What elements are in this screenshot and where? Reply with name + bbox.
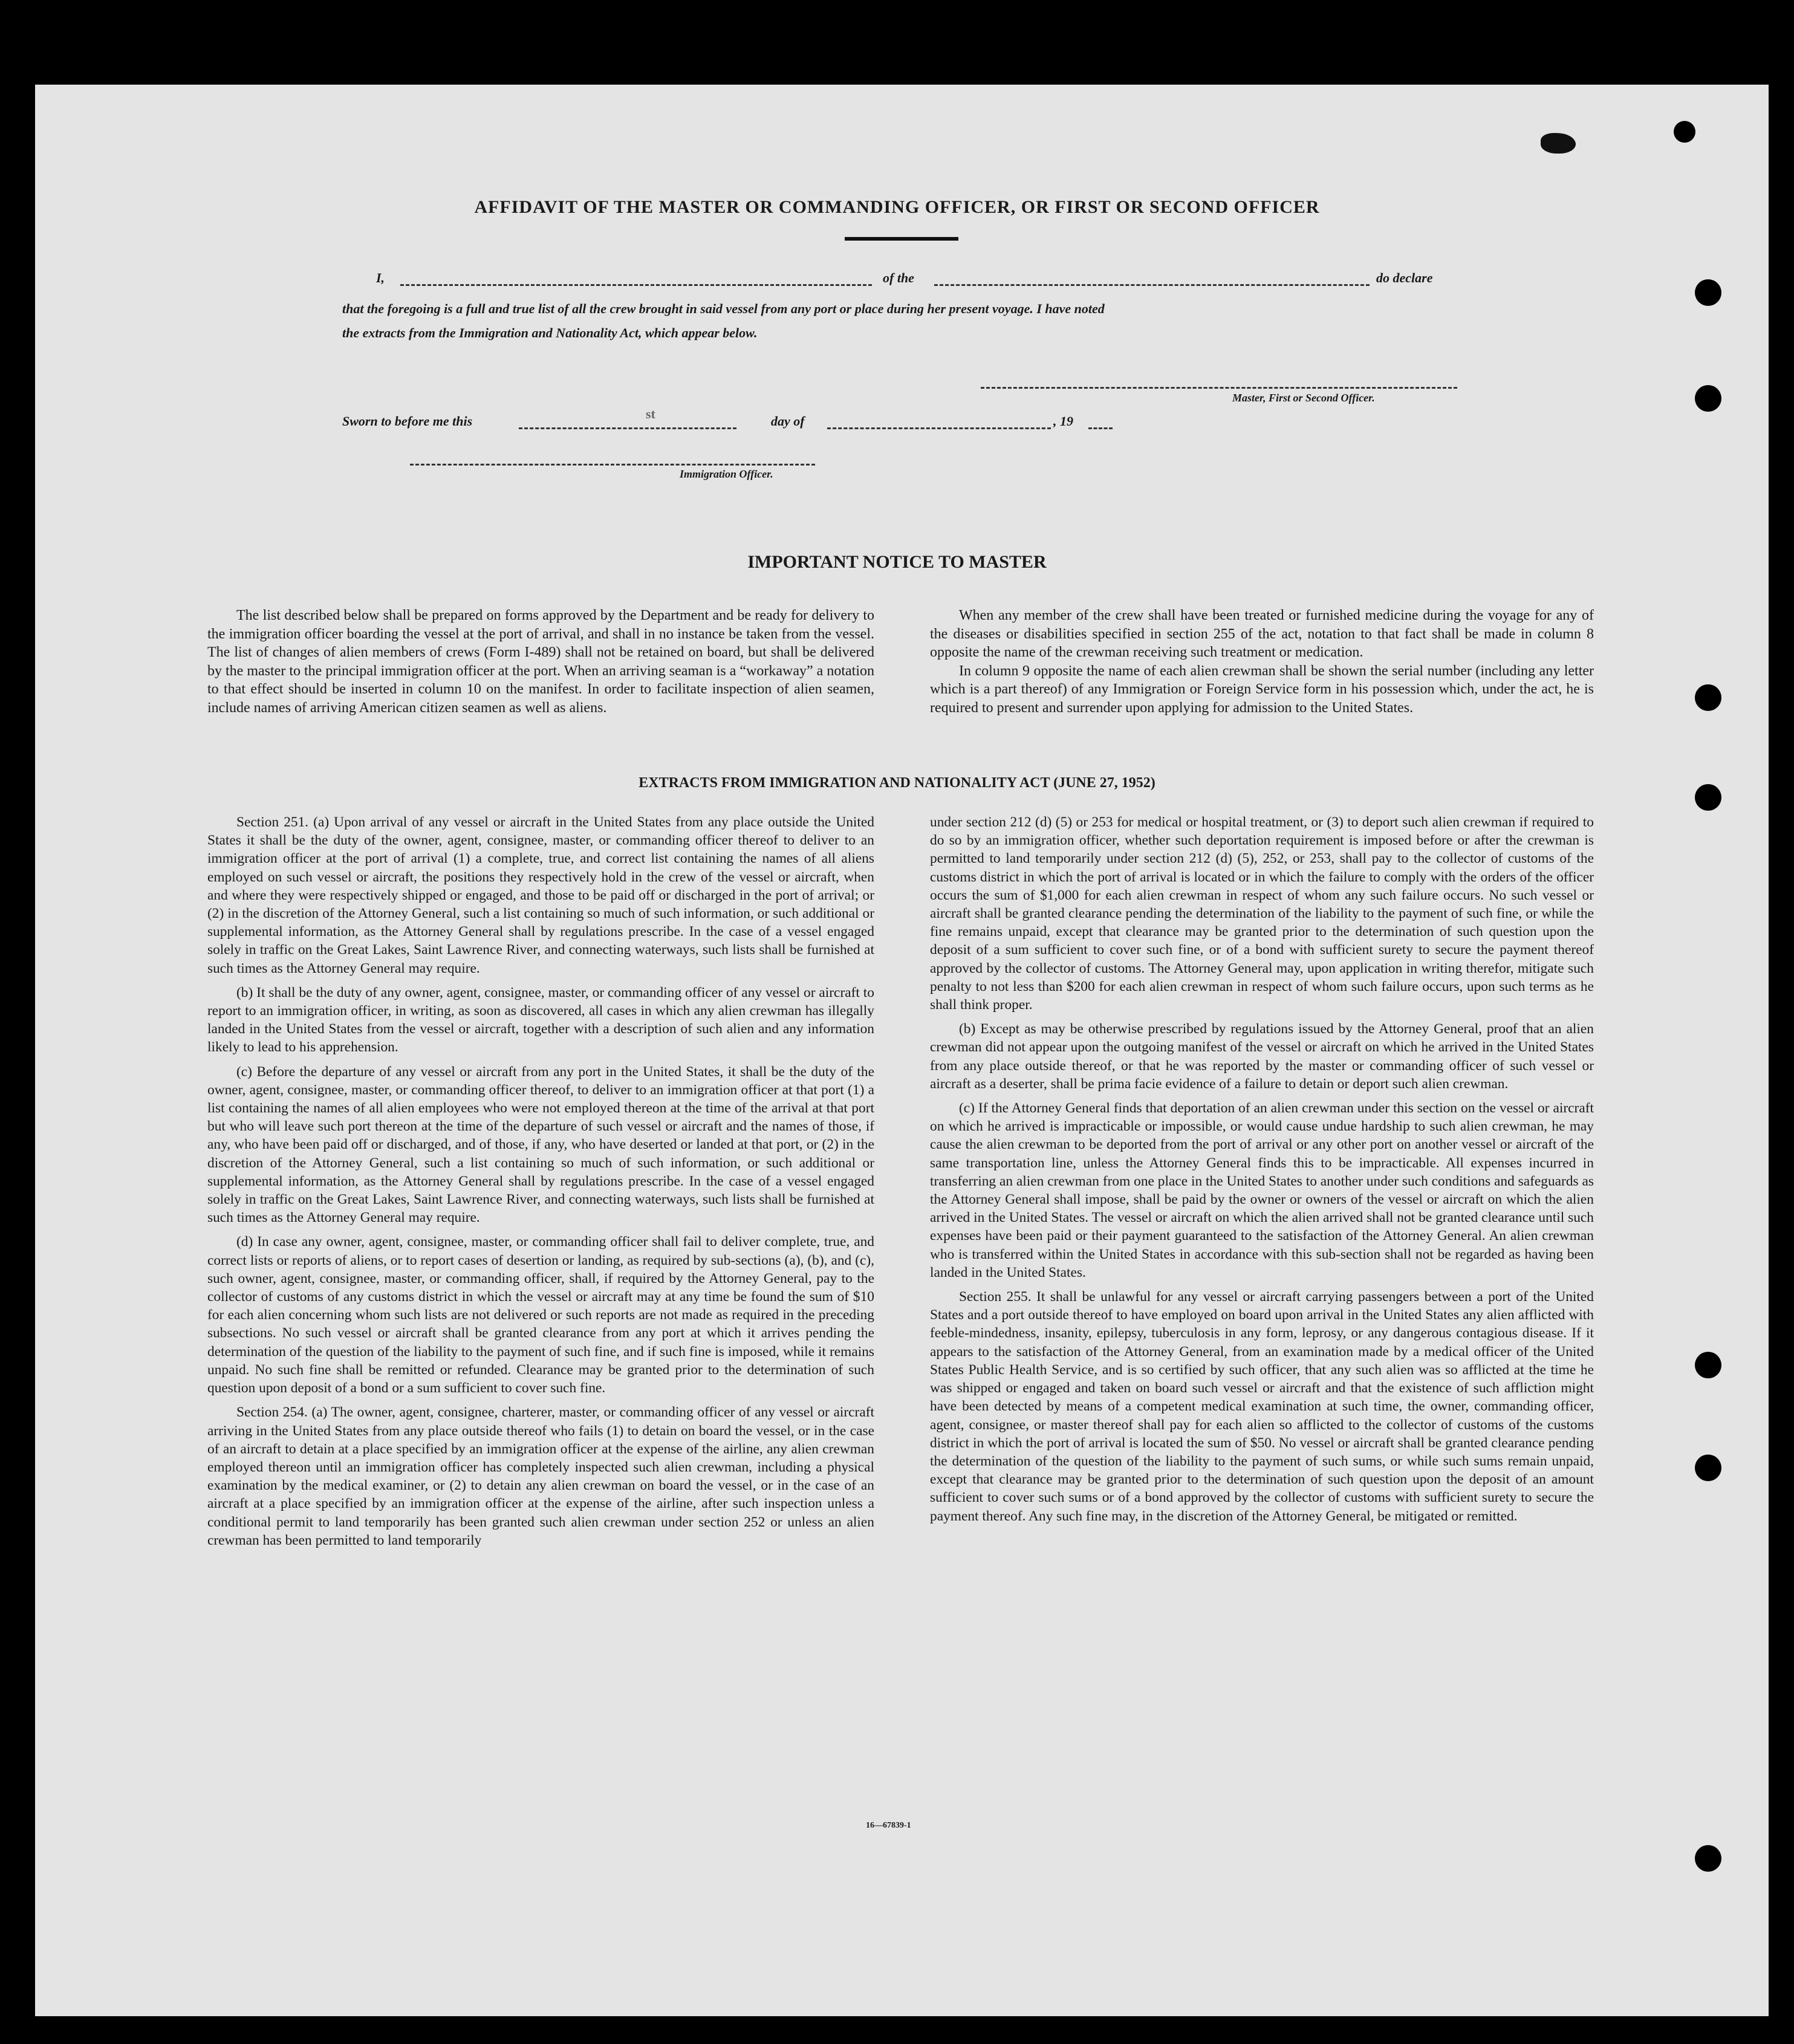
day-of-label: day of xyxy=(771,414,805,429)
vessel-field[interactable] xyxy=(934,284,1370,286)
form-code: 16—67839-1 xyxy=(866,1821,911,1830)
punch-hole xyxy=(1674,121,1695,143)
extracts-right-column xyxy=(930,813,1594,1531)
punch-hole xyxy=(1695,279,1721,306)
year-field[interactable] xyxy=(1088,427,1113,429)
notice-title: IMPORTANT NOTICE TO MASTER xyxy=(747,552,1047,572)
section-254a: Section 254. (a) The owner, agent, consignee, charterer, master, or commanding officer of any vessel or aircraft arriving in the United States from any place outside thereof who fails (1) to detain on board the vessel, or in the case of an aircraft to detain at a place specified by an immigration officer at the expense of the airline, any alien crewman employed thereon until an immigration officer has completely inspected such alien crewman, including a physical examination by the medical examiner, or (2) to detain any alien crewman on board the vessel, or in the case of an aircraft at a place specified by an immigration officer at the expense of the airline, after such inspection unless a conditional permit to land temporarily has been granted such alien crewman under section 252 or unless an alien crewman has been permitted to land temporarily xyxy=(207,1404,874,1548)
notice-paragraph: When any member of the crew shall have been treated or furnished medicine during the voyage for any of the diseases or disabilities specified in section 255 of the act, notation to that fact shall be made in column 8 opposite the name of the crewman receiving such treatment or medication. xyxy=(930,608,1594,660)
ink-smudge xyxy=(1541,133,1576,154)
sworn-month-field[interactable] xyxy=(827,427,1051,429)
master-signature-field[interactable] xyxy=(981,387,1457,389)
of-the-label: of the xyxy=(883,270,914,285)
punch-hole xyxy=(1695,1845,1721,1872)
section-251a: Section 251. (a) Upon arrival of any vessel or aircraft in the United States from any place outside the United States it shall be the duty of the owner, agent, consignee, master, or commanding officer thereof to deliver to an immigration officer at the port of arrival (1) a complete, true, and correct list containing the names of all aliens employed on such vessel or aircraft, the positions they respectively hold in the crew of the vessel or aircraft, when and where they were respectively shipped or engaged, and those to be paid off or discharged in the port of arrival; or (2) in the discretion of the Attorney General, such a list containing so much of such information, or such additional or supplemental information, as the Attorney General shall by regulations prescribe. In the case of a vessel engaged solely in traffic on the Great Lakes, Saint Lawrence River, and connecting waterways, such lists shall be furnished at such times as the Attorney General may require. xyxy=(207,814,874,976)
master-signature-caption: Master, First or Second Officer. xyxy=(1232,392,1375,404)
year-label: , 19 xyxy=(1053,414,1073,429)
title-rule xyxy=(845,237,958,241)
sworn-label: Sworn to before me this xyxy=(342,414,473,429)
punch-hole xyxy=(1695,385,1721,412)
section-254a-continued: under section 212 (d) (5) or 253 for medical or hospital treatment, or (3) to deport such alien crewman if required to do so by an immigration officer, whether such deportation requirement is imposed before or after the crewman is permitted to land temporarily under section 212 (d) (5), 252, or 253, shall pay to the collector of customs of the customs district in which the port of arrival is located or in which the failure to comply with the orders of the officer occurs the sum of $1,000 for each alien crewman in respect of whom any such failure occurs. No such vessel or aircraft shall be granted clearance pending the determination of the liability to the payment of such fine, or while the fine remains unpaid, except that clearance may be granted prior to the determination of such question upon the deposit of a sum sufficient to cover such fine, or of a bond with sufficient surety to secure the payment thereof approved by the collector of customs. The Attorney General may, upon application in writing therefor, mitigate such penalty to not less than $200 for each alien crewman in respect of whom such failure occurs, upon such terms as he shall think proper. xyxy=(930,814,1594,1013)
statement-line-1: that the foregoing is a full and true list of all the crew brought in said vessel from any port or place during her present voyage. I have noted xyxy=(342,301,1105,316)
section-251c: (c) Before the departure of any vessel or aircraft from any port in the United States, it shall be the duty of the owner, agent, consignee, master, or commanding officer thereof, to deliver to an immigration officer at that port (1) a list containing the names of all alien employees who were not employed thereon at the time of the arrival at that port but who will leave such port thereon at the time of the departure of such vessel or aircraft and the names of those, if any, who have been paid off or discharged, and of those, if any, who have deserted or landed at that port, or (2) in the discretion of the Attorney General, such a list containing so much of such information, or such additional or supplemental information, as the Attorney General shall by regulations prescribe. In the case of a vessel engaged solely in traffic on the Great Lakes, Saint Lawrence River, and connecting waterways, such lists shall be furnished at such times as the Attorney General may require. xyxy=(207,1063,874,1226)
i-label: I, xyxy=(376,270,385,285)
form-title: AFFIDAVIT OF THE MASTER OR COMMANDING OFFICER, OR FIRST OR SECOND OFFICER xyxy=(474,197,1320,217)
statement-line-2: the extracts from the Immigration and Nationality Act, which appear below. xyxy=(342,325,758,340)
sworn-day-value: st xyxy=(646,406,655,421)
notice-right-column xyxy=(930,606,1594,723)
punch-hole xyxy=(1695,1352,1721,1378)
section-251d: (d) In case any owner, agent, consignee, master, or commanding officer shall fail to deliver complete, true, and correct lists or reports of aliens, or to report cases of desertion or landing, as required by sub-sections (a), (b), and (c), such owner, agent, consignee, master, or commanding officer, shall, if required by the Attorney General, pay to the collector of customs of any customs district in which the vessel or aircraft may at any time be found the sum of $10 for each alien concerning whom such lists are not delivered or such reports are not made as required in the preceding subsections. No such vessel or aircraft shall be granted clearance from any port at which it arrives pending the determination of the question of the liability to the payment of such fine, and if such fine is imposed, while it remains unpaid. No such fine shall be remitted or refunded. Clearance may be granted prior to the determination of such question upon deposit of a bond or a sum sufficient to cover such fine. xyxy=(207,1234,874,1397)
notice-paragraph: The list described below shall be prepared on forms approved by the Department and be ready for delivery to the immigration officer boarding the vessel at the port of arrival, and shall in no instance be taken from the vessel. The list of changes of alien members of crews (Form I-489) shall not be retained on board, but shall be delivered by the master to the principal immigration officer at the port. When an arriving seaman is a “workaway” a notation to that effect should be inserted in column 10 on the manifest. In order to facilitate inspection of alien seamen, include names of arriving American citizen seamen as well as aliens. xyxy=(207,608,874,716)
notice-paragraph: In column 9 opposite the name of each alien crewman shall be shown the serial number (including any letter which is a part thereof) of any Immigration or Foreign Service form in his possession which, under the act, he is required to present and surrender upon applying for admission to the United States. xyxy=(930,663,1594,716)
section-251b: (b) It shall be the duty of any owner, agent, consignee, master, or commanding officer of any vessel or aircraft to report to an immigration officer, in writing, as soon as discovered, all cases in which any alien crewman has illegally landed in the United States from the vessel or aircraft, together with a description of such alien and any information likely to lead to his apprehension. xyxy=(207,984,874,1056)
section-254c: (c) If the Attorney General finds that deportation of an alien crewman under this section on the vessel or aircraft on which he arrived is impracticable or impossible, or would cause undue hardship to such alien crewman, he may cause the alien crewman to be deported from the port of arrival or any other port on another vessel or aircraft of the same transportation line, unless the Attorney General finds this to be impracticable. All expenses incurred in transferring an alien crewman from one place in the United States to another under such conditions and safeguards as the Attorney General shall impose, shall be paid by the owner or owners of the vessel or aircraft on which the alien arrived in the United States. The vessel or aircraft on which the alien arrived shall not be granted clearance until such expenses have been paid or their payment guaranteed to the satisfaction of the Attorney General. An alien crewman who is transferred within the United States in accordance with this sub-section shall not be regarded as having been landed in the United States. xyxy=(930,1100,1594,1280)
sworn-day-field[interactable] xyxy=(519,427,736,429)
immigration-officer-signature-field[interactable] xyxy=(410,464,815,466)
section-254b: (b) Except as may be otherwise prescribed by regulations issued by the Attorney General, proof that an alien crewman did not appear upon the outgoing manifest of the vessel or aircraft on which he arrived in the United States from any place outside thereof, or that he was reported by the master or commanding officer of such vessel or aircraft as a deserter, shall be prima facie evidence of a failure to detain or deport such alien crewman. xyxy=(930,1021,1594,1092)
name-field[interactable] xyxy=(400,284,872,286)
do-declare-label: do declare xyxy=(1376,270,1433,285)
extracts-left-column xyxy=(207,813,874,1556)
section-255: Section 255. It shall be unlawful for any vessel or aircraft carrying passengers between a port of the United States and a port outside thereof to have employed on board upon arrival in the United States any alien afflicted with feeble-mindedness, insanity, epilepsy, tuberculosis in any form, leprosy, or any dangerous contagious disease. If it appears to the satisfaction of the Attorney General, from an examination made by a medical officer of the United States Public Health Service, and is so certified by such officer, that any such alien was so afflicted at the time he was shipped or engaged and taken on board such vessel or aircraft and that the existence of such affliction might have been detected by means of a competent medical examination at such time, the owner, commanding officer, agent, consignee, or master thereof shall pay for each alien so afflicted to the collector of customs of the customs district in which the port of arrival is located the sum of $50. No vessel or aircraft shall be granted clearance pending the determination of the question of the liability to the payment of such sums, or while such sums remain unpaid, except that clearance may be granted prior to the determination of such question upon the deposit of an amount sufficient to cover such sums or of a bond approved by the collector of customs with sufficient surety to secure the payment thereof. Any such fine may, in the discretion of the Attorney General, be mitigated or remitted. xyxy=(930,1289,1594,1524)
notice-left-column xyxy=(207,606,874,723)
extracts-title: EXTRACTS FROM IMMIGRATION AND NATIONALITY ACT (JUNE 27, 1952) xyxy=(639,775,1155,791)
immigration-officer-caption: Immigration Officer. xyxy=(680,468,773,480)
punch-hole xyxy=(1695,1455,1721,1481)
punch-hole xyxy=(1695,684,1721,711)
